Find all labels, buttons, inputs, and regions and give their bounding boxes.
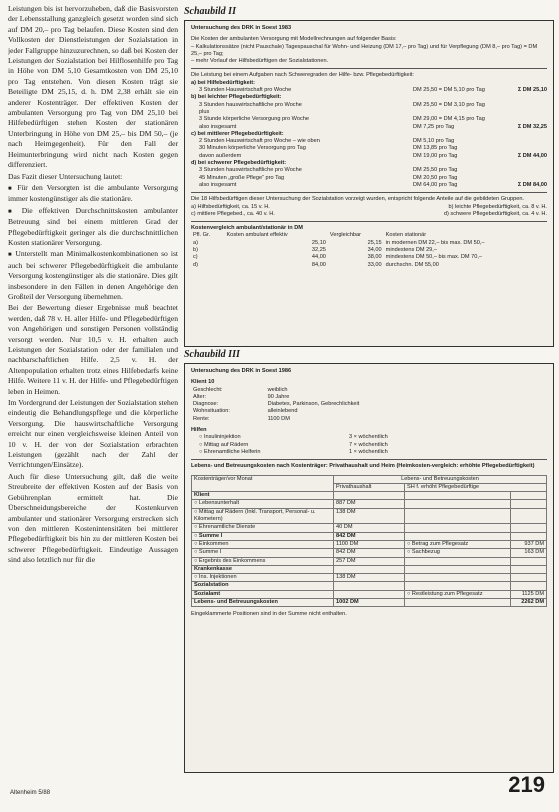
footnote: Eingeklammerte Positionen sind in der Summe nicht enthalten. xyxy=(191,611,347,618)
table-row: Geschlecht: weiblich xyxy=(193,386,288,393)
paragraph-bullet-3: ■ Unterstellt man Minimalkostenkombinationen so ist auch bei schwerer Pflegebedürftigkeit die ambulante Versorgung kostengünstiger als die stationäre. Dies gilt insbesondere in den Fällen in denen Angehörige den Großteil der Versorgung übernehmen. xyxy=(8,249,178,302)
table-row: Rente: 1100 DM xyxy=(193,415,290,422)
cost-intro: Die Leistung bei einem Aufgaben nach Schweregraden der Hilfe- bzw. Pflegebedürftigkeit: xyxy=(191,72,414,79)
case-line: 45 Minuten „große Pflege“ pro Tag DM 20,50 pro Tag xyxy=(199,174,458,181)
comparison-table xyxy=(191,232,547,268)
client-label: Klient 10 xyxy=(191,379,215,386)
case-label: b) bei leichter Pflegebedürftigkeit: xyxy=(191,94,282,101)
schaubild-2-box xyxy=(184,20,554,347)
case-label: d) bei schwerer Pflegebedürftigkeit: xyxy=(191,160,287,167)
table-row: ○ Ergebnis des Einkommens 257 DM xyxy=(192,557,547,565)
table-row: Diagnose: Diabetes, Parkinson, Gebrechlichkeit xyxy=(193,401,360,408)
cost-title: Lebens- und Betreuungskosten nach Kostenträger: Privathaushalt und Heim (Heimkosten-vergleich: erhöhte Pflegebedürftigkeit) xyxy=(191,463,535,470)
paragraph-2: Das Fazit dieser Untersuchung lautet: xyxy=(8,171,123,181)
paragraph-5: Auch für diese Untersuchung gilt, daß die weite Streubreite der effektiven Kosten auf der Basis von Gebührenplan ermittelt hat. Die Überschneidungsbereiche der Kostenkurven ambulanter und stationärer Versorgung erstrecken sich von den mittleren Kostenintensitäten bei mittlerer Pflegebedürftigkeit bis hin zu der mittleren Kosten bei schwerer Pflegebedürftigkeit. Eindeutige Aussagen sind also letztlich nur für die xyxy=(8,471,178,565)
table-row: ○ Lebensunterhalt 887 DM xyxy=(192,500,547,508)
intro-line: – Kalkulationssätze (nicht Pauschale) Tagespauschal für Wohn- und Heizung (DM 17,– pro Tag) und für Verpflegung (DM 8,– pro Tag) = DM 25,– pro Tag; xyxy=(191,43,538,57)
table-row: Alter: 90 Jahre xyxy=(193,393,290,400)
intro-line: – mehr Vorlauf der Hilfsbedürftigen der Sozialstationen. xyxy=(191,58,329,65)
study-note: Die 18 Hilfsbedürftigen dieser Untersuchung der Sozialstation vorzeigt wurden, entspricht folgende Anteile auf die gebildeten Gruppen. xyxy=(191,196,525,203)
client-fields xyxy=(191,387,440,423)
list-item: ○ Mittag auf Rädern 7 × wöchentlich xyxy=(199,441,388,448)
case-line: 2 Stunden Hauswirtschaft pro Woche – wie oben DM 5,10 pro Tag xyxy=(199,138,455,145)
paragraph-3: Bei der Bewertung dieser Ergebnisse muß beachtet werden, daß 78 v. H. aller Hilfe- und Pflegebedürftigen von Angehörigen und sonstigen Personen vollständig versorgt werden. Nur 10,5 v. H. erhalten auch Leistungen der Sozialstation oder der familialen und nachbarschaftlichen Hilfe. 2,5 v. H. der Altenpopulation erhalten trotz eines Hilfebedarfs keine Hilfe. Weitere 11 v. H. der Hilfe- und Pflegebedürftigen leben in Heimen. xyxy=(8,303,178,396)
table-row: ○ Einkommen 1100 DM ○ Betrag zum Pflegesatz 937 DM xyxy=(192,540,547,548)
table-row: ○ Mittag auf Rädern (Inkl. Transport, Personal- u. Kilometern) 138 DM xyxy=(192,508,547,524)
schaubild-3-box xyxy=(184,363,554,773)
page-number: 219 xyxy=(508,772,545,797)
case-line: 3 Stunden hauswirtschaftliche pro Woche DM 25,50 pro Tag xyxy=(199,167,458,174)
table-row: c) 44,00 38,00 mindestens DM 50,– bis max. DM 70,– xyxy=(193,254,483,261)
case-line: also insgesamt DM 7,25 pro Tag Σ DM 32,25 xyxy=(199,123,547,130)
table-row: Krankenkasse xyxy=(192,565,547,573)
table-row: ○ Summe I 842 DM ○ Sachbezug 163 DM xyxy=(192,549,547,557)
paragraph-bullet-2: ■ Die effektiven Durchschnittskosten ambulanter Betreuung sind bei einem mittleren Grad der Pflegebedürftigkeit geringer als die durchschnittlichen Kosten stationärer Versorgung. xyxy=(8,206,178,249)
table-row: Sozialamt ○ Restleistung zum Pflegesatz 1125 DM xyxy=(192,590,547,598)
table-header-row: Pfl. Gr. Kosten ambulant effektiv Vergleichbar Kosten stationär xyxy=(193,232,427,239)
case-line: plus xyxy=(199,108,210,115)
case-label: a) bei Hilfebedürftigkeit: xyxy=(191,79,256,86)
list-item: ○ Insulininjektion 3 × wöchentlich xyxy=(199,434,388,441)
schaubild-2-heading: Untersuchung des DRK in Soest 1983 xyxy=(191,25,292,31)
table-row: ○ Ins. Injektionen 138 DM xyxy=(192,574,547,582)
table-row: d) 84,00 33,00 durchschn. DM 55,00 xyxy=(193,261,439,268)
table-row: Klient xyxy=(192,492,547,500)
table-row: ○ Ehrenamtliche Dienste 40 DM xyxy=(192,524,547,532)
footer: Altenheim 5/88 xyxy=(10,790,51,796)
paragraph-bullet-1: ■ Für den Versorgten ist die ambulante Versorgung immer kostengünstiger als die stationäre. xyxy=(8,183,178,205)
case-line: also insgesamt DM 64,00 pro Tag Σ DM 84,00 xyxy=(199,181,547,188)
case-line: 30 Minuten körperliche Versorgung pro Tag DM 13,85 pro Tag xyxy=(199,145,458,152)
case-line: davon außerdem DM 19,00 pro Tag Σ DM 44,00 xyxy=(199,152,547,159)
case-line: 3 Stunden Hauswirtschaft pro Woche DM 25,50 = DM 5,10 pro Tag Σ DM 25,10 xyxy=(199,87,547,94)
table-header-row: Privathaushalt SH f. erhöht Pflegebedürftige xyxy=(192,483,547,491)
case-line: 3 Stunden hauswirtschaftliche pro Woche DM 25,50 = DM 3,10 pro Tag xyxy=(199,101,485,108)
help-list xyxy=(191,434,440,456)
left-column-text xyxy=(8,4,178,784)
schaubild-3-heading: Untersuchung des DRK in Soest 1986 xyxy=(191,368,292,374)
table-header-row: Kostenträger/vor Monat Lebens- und Betreuungskosten xyxy=(192,475,547,483)
group-row: c) mittlere Pflegebed., ca. 40 v. H. d) schwere Pflegebedürftigkeit, ca. 4 v. H. xyxy=(191,210,547,217)
help-label: Hilfen xyxy=(191,427,207,434)
right-column xyxy=(184,4,554,773)
comparison-title: Kostenvergleich ambulant/stationär in DM xyxy=(191,225,303,232)
intro-line: Die Kosten der ambulanten Versorgung mit Modellrechnungen auf folgender Basis: xyxy=(191,36,397,43)
paragraph-1: Leistungen bis ist hervorzuheben, daß die Basisvorsten der Lebensstallung ganzgleich gesetzt worden sind sich auf DM 20,– pro Tag belaufen. Diese Kosten sind den Vollkosten der Dienstleistungen der Sozialstation in jeder Fallgruppe hinzuzurechnen, so daß bei Kosten der Leistungen der Sozialstation bei Hilflosenhilfe pro Tag in Höhe von DM 5,10 Gesamtkosten von DM 25,10 pro Tag entstehen. Von diesen Kosten trägt sie Beteiligte DM 25,15, d. h. DM 2,38 erhält sie ein anderer Kostenträger. Der effektiven Kosten der ambulanten Versorgung pro Tag von DM 25,10 bei Hilfebedürftigen stehen Kosten der stationären Unterbringung in Höhe von DM 25,– bis DM 50,– (je nach Heimgegenheit). Für den Fall der Heimunterbringung wird nicht nach Kosten gegen differenziert. xyxy=(8,4,178,170)
case-line: 3 Stunde körperliche Versorgung pro Woche DM 29,00 = DM 4,15 pro Tag xyxy=(199,116,485,123)
table-row: a) 25,10 25,15 in modernen DM 22,– bis max. DM 50,– xyxy=(193,239,485,246)
schaubild-2-title: Schaubild II xyxy=(184,6,236,17)
table-row: Lebens- und Betreuungskosten 1002 DM 2262 DM xyxy=(192,599,547,607)
cost-table xyxy=(191,475,547,608)
schaubild-3-title: Schaubild III xyxy=(184,349,240,360)
group-row: a) Hilfsbedürftigkeit, ca. 15 v. H. b) leichte Pflegebedürftigkeit, ca. 8 v. H. xyxy=(191,203,547,210)
table-row: ○ Summe I 842 DM xyxy=(192,532,547,540)
table-row: b) 32,25 34,00 mindestens DM 29,– xyxy=(193,247,437,254)
case-label: c) bei mittlerer Pflegebedürftigkeit: xyxy=(191,130,284,137)
list-item: ○ Ehrenamtliche Helferin 1 × wöchentlich xyxy=(199,448,388,455)
table-row: Wohnsituation: alleinlebend xyxy=(193,408,298,415)
table-row: Sozialstation xyxy=(192,582,547,590)
paragraph-4: Im Vordergrund der Leistungen der Sozialstation stehen eindeutig die Behandlungspflege und die körperliche Versorgung. Die hauswirtschaftliche Versorgung erreicht nur einen vergleichsweise kleinen Anteil von 10 v. H. der von der Sozialstation erbrachten Leistungen (gezählt nach der Zahl der Verrichtungen/Einsätze). xyxy=(8,398,178,470)
